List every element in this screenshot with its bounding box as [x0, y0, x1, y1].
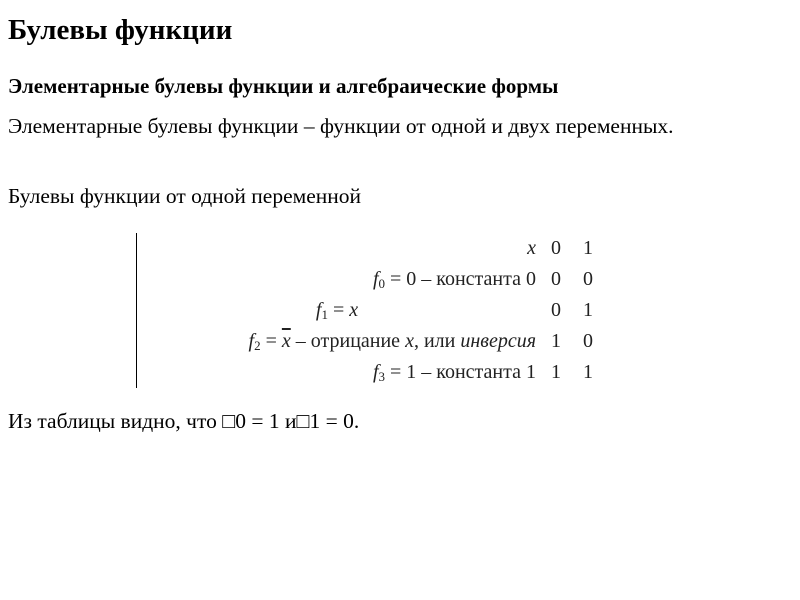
missing-glyph-box: □: [296, 409, 310, 433]
inversion-term: инверсия: [460, 330, 536, 352]
row-value-1: 1: [583, 299, 593, 321]
function-cell-f0: [138, 264, 536, 295]
function-symbol: f: [315, 299, 322, 321]
function-symbol: f: [372, 268, 379, 290]
header-value-0: 0: [551, 237, 561, 259]
function-index: 3: [378, 369, 385, 384]
variable-x: x: [527, 237, 536, 259]
row-value-1: 0: [583, 330, 593, 352]
conclusion-part-2: 1 = 0.: [309, 409, 360, 433]
variable-x: x: [349, 299, 359, 321]
page-title: Булевы функции: [8, 14, 233, 46]
row-value-0: 0: [551, 299, 561, 321]
table-row: [136, 326, 606, 357]
table-caption: Булевы функции от одной переменной: [8, 184, 362, 208]
function-index: 2: [254, 338, 261, 353]
truth-table: [136, 233, 606, 388]
function-expression: = 0 – константа 0: [385, 268, 536, 290]
row-value-0: 1: [551, 330, 561, 352]
conclusion-text: [8, 406, 359, 437]
variable-x: x: [405, 330, 414, 352]
function-cell-f3: [138, 357, 536, 388]
definition-paragraph: Элементарные булевы функции – функции от одной и двух переменных.: [8, 114, 674, 138]
function-cell-f2: [138, 326, 536, 357]
row-value-1: 0: [583, 268, 593, 290]
table-row: [136, 264, 606, 295]
table-row: [136, 357, 606, 388]
function-index: 1: [321, 307, 328, 322]
function-index: 0: [378, 276, 385, 291]
table-header-row: [136, 233, 606, 264]
function-expression: , или: [413, 330, 461, 352]
function-expression: – отрицание: [290, 330, 406, 352]
header-variable-cell: [138, 233, 536, 264]
function-cell-f1: [138, 295, 536, 326]
table-row: [136, 295, 606, 326]
function-expression: =: [327, 299, 350, 321]
row-value-1: 1: [583, 361, 593, 383]
function-symbol: f: [372, 361, 379, 383]
function-symbol: f: [248, 330, 255, 352]
conclusion-prefix: Из таблицы видно, что: [8, 409, 223, 433]
missing-glyph-box: □: [222, 409, 236, 433]
negated-variable-x: $\overline{x}$: [281, 330, 291, 352]
function-expression: =: [260, 330, 282, 352]
function-expression: = 1 – константа 1: [385, 361, 536, 383]
row-value-0: 0: [551, 268, 561, 290]
header-value-1: 1: [583, 237, 593, 259]
conclusion-part-1: 0 = 1 и: [235, 409, 297, 433]
section-subtitle: Элементарные булевы функции и алгебраические формы: [8, 74, 559, 98]
row-value-0: 1: [551, 361, 561, 383]
